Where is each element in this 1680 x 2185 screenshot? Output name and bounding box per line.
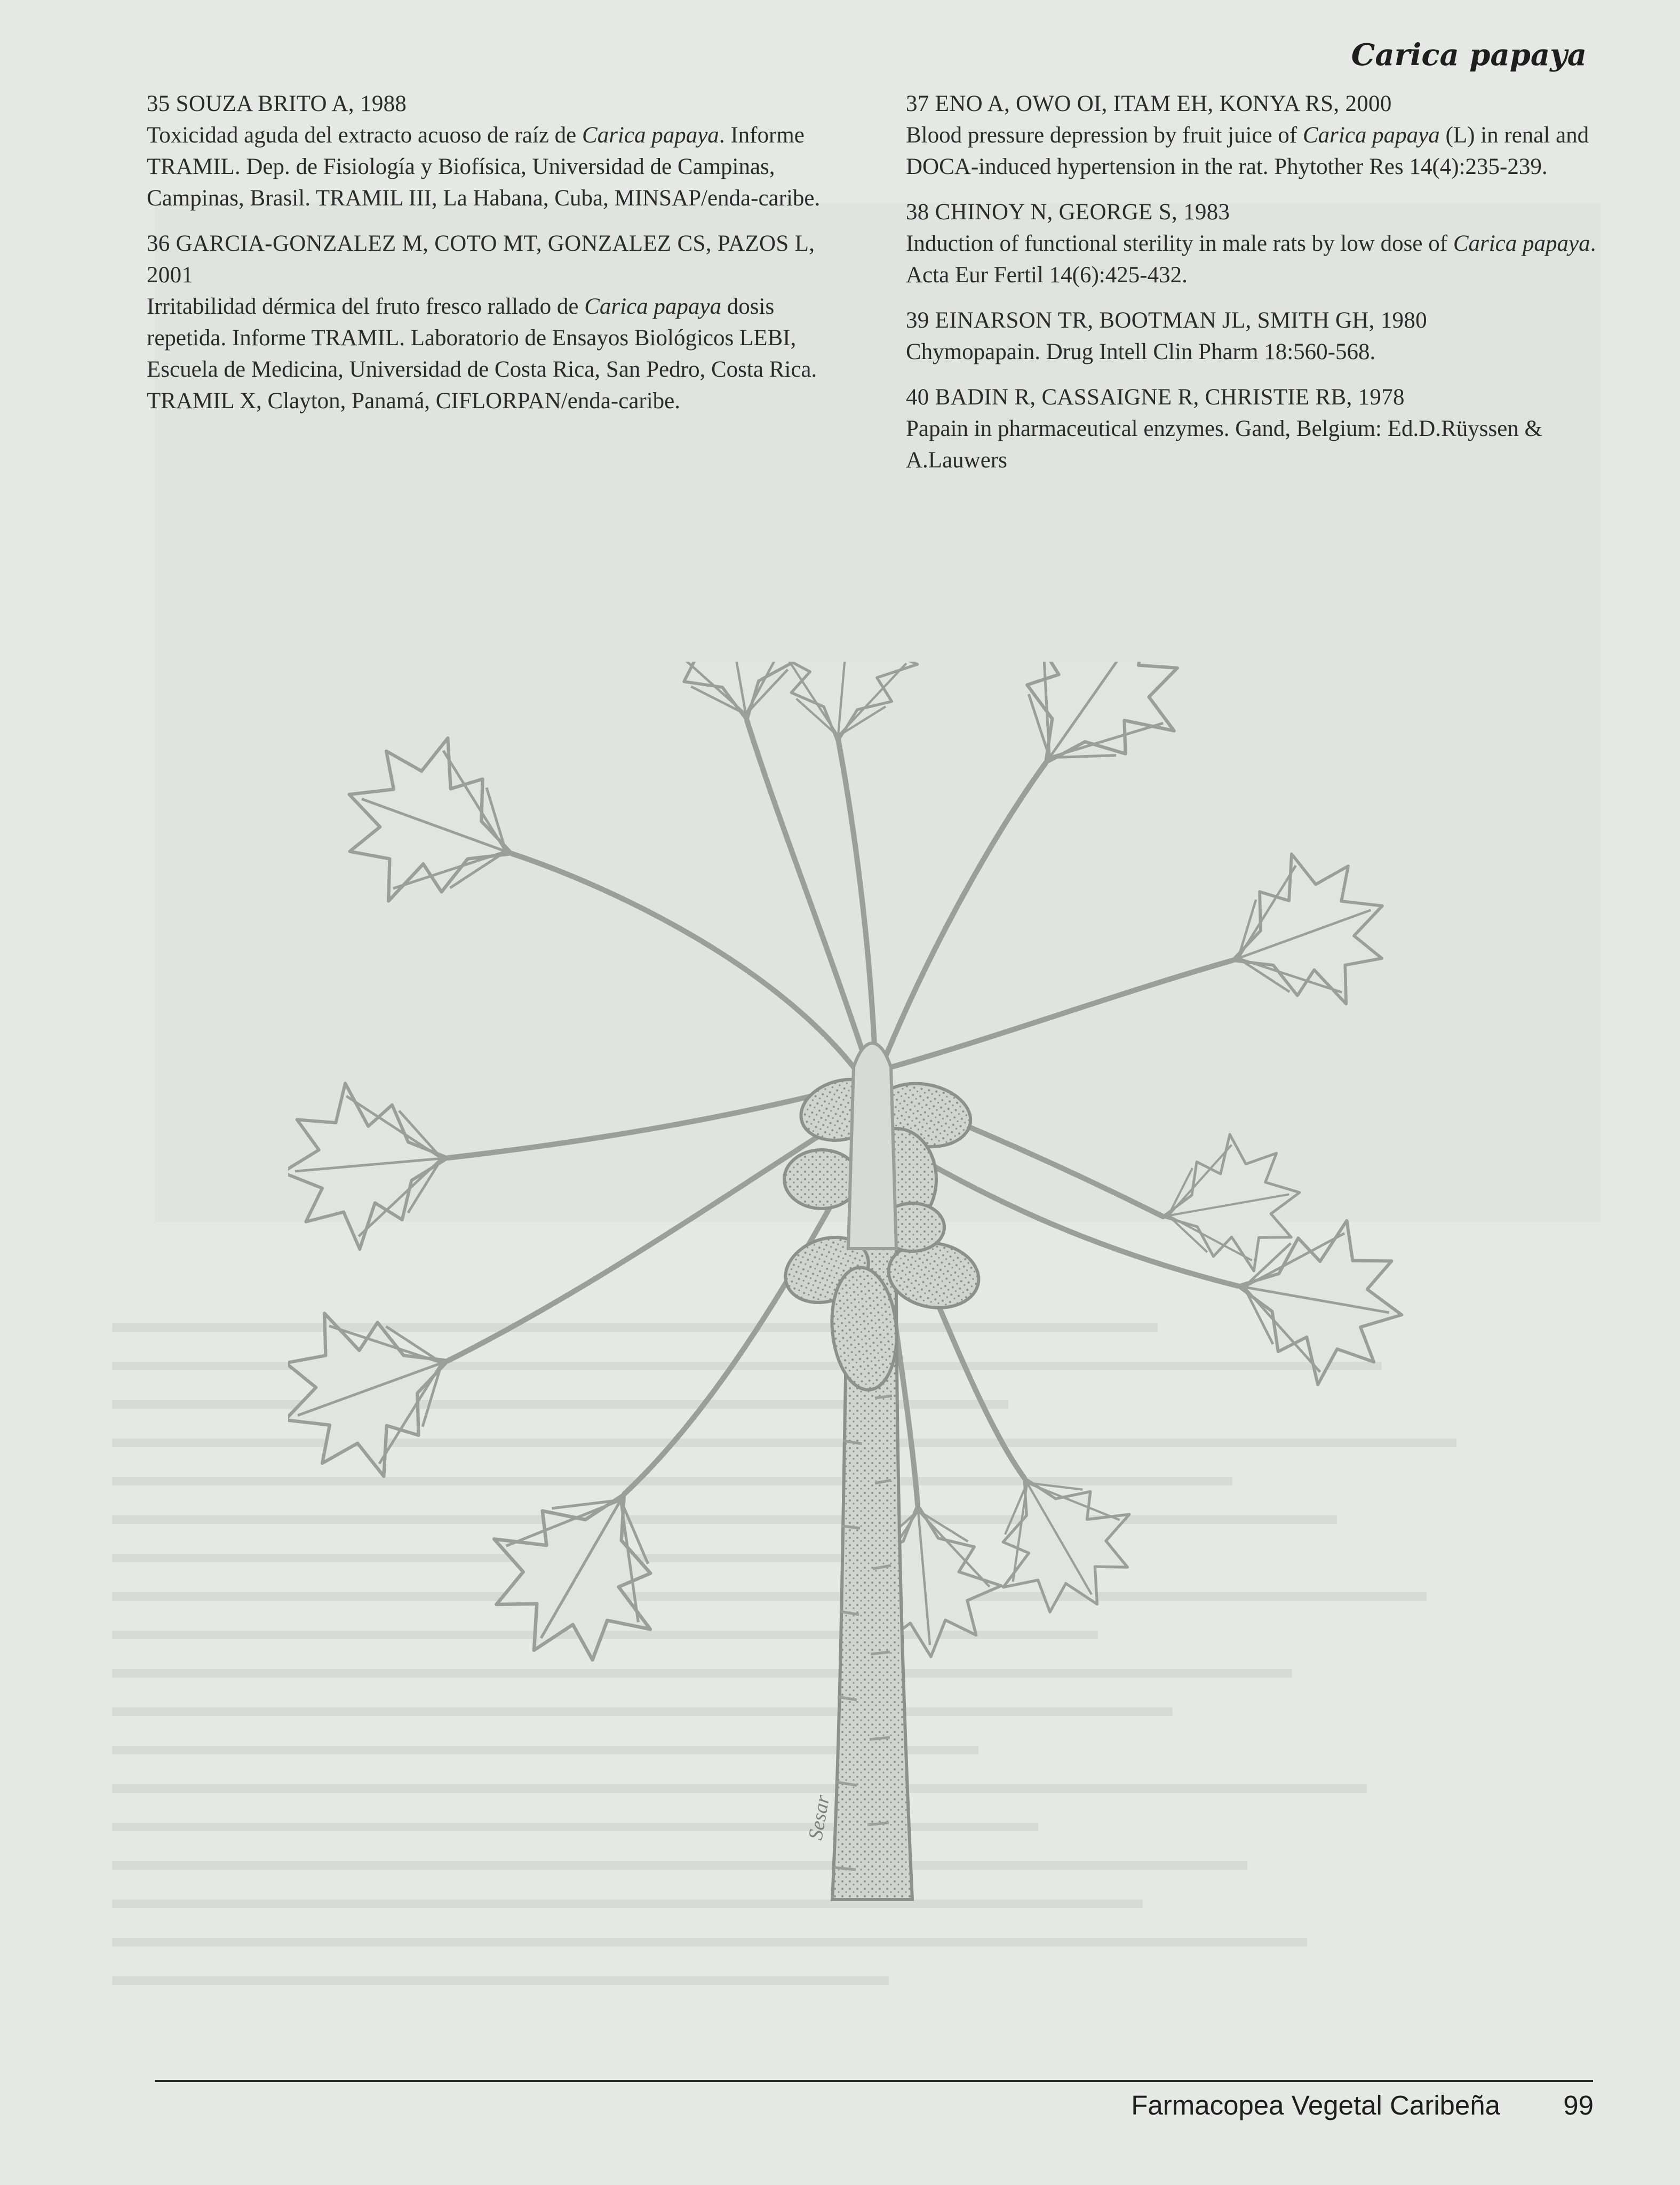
- reference-38: [906, 196, 1599, 291]
- reference-37: [906, 88, 1599, 182]
- running-head: Carica papaya: [1351, 37, 1587, 73]
- reference-text-part: Toxicidad aguda del extracto acuoso de raíz de: [147, 123, 583, 148]
- footer-book-title: Farmacopea Vegetal Caribeña: [1131, 2090, 1500, 2120]
- reference-text: [906, 120, 1599, 182]
- papaya-tree-illustration: [288, 662, 1472, 1910]
- references-right-column: [906, 88, 1599, 490]
- reference-text-part: Blood pressure depression by fruit juice of: [906, 123, 1303, 148]
- reference-heading: 35 SOUZA BRITO A, 1988: [147, 91, 407, 116]
- reference-heading: 40 BADIN R, CASSAIGNE R, CHRISTIE RB, 1978: [906, 385, 1405, 410]
- species-name: Carica papaya: [1453, 231, 1590, 256]
- reference-text-part: . Informe TRAMIL. Dep. de Fisiología y Biofísica, Universidad de Campinas, Campinas, Brasil. TRAMIL III, La Habana, Cuba, MINSAP/enda-caribe.: [147, 123, 821, 211]
- reference-text-part: . Acta Eur Fertil 14(6):425-432.: [906, 231, 1596, 288]
- reference-text: [906, 228, 1599, 291]
- reference-40: [906, 382, 1599, 476]
- reference-text: Chymopapain. Drug Intell Clin Pharm 18:560-568.: [906, 339, 1376, 364]
- reference-text-part: Irritabilidad dérmica del fruto fresco rallado de: [147, 294, 585, 319]
- reference-heading: 37 ENO A, OWO OI, ITAM EH, KONYA RS, 2000: [906, 91, 1392, 116]
- reference-text-part: (L) in renal and DOCA-induced hypertension in the rat. Phytother Res 14(4):235-239.: [906, 123, 1589, 179]
- reference-text-part: Induction of functional sterility in male rats by low dose of: [906, 231, 1453, 256]
- reference-heading: 36 GARCIA-GONZALEZ M, COTO MT, GONZALEZ CS, PAZOS L, 2001: [147, 231, 815, 288]
- reference-text: Papain in pharmaceutical enzymes. Gand, Belgium: Ed.D.Rüyssen & A.Lauwers: [906, 416, 1542, 473]
- reference-39: [906, 305, 1599, 368]
- species-name: Carica papaya: [582, 123, 719, 148]
- reference-36: [147, 228, 840, 417]
- footer-rule: [155, 2080, 1593, 2082]
- page-number: 99: [1563, 2090, 1594, 2120]
- species-name: Carica papaya: [1302, 123, 1440, 148]
- reference-text: [147, 120, 840, 214]
- reference-text-part: dosis repetida. Informe TRAMIL. Laboratorio de Ensayos Biológicos LEBI, Escuela de Medicina, Universidad de Costa Rica, San Pedro, Costa Rica. TRAMIL X, Clayton, Panamá, CIFLORPAN/enda-caribe.: [147, 294, 817, 414]
- species-name: Carica papaya: [584, 294, 722, 319]
- artist-signature: Sesar: [804, 1793, 834, 1842]
- reference-35: [147, 88, 840, 214]
- reference-text: [147, 291, 840, 417]
- reference-heading: 39 EINARSON TR, BOOTMAN JL, SMITH GH, 1980: [906, 308, 1427, 333]
- crown: [848, 1043, 896, 1249]
- references-left-column: [147, 88, 840, 431]
- reference-heading: 38 CHINOY N, GEORGE S, 1983: [906, 200, 1230, 225]
